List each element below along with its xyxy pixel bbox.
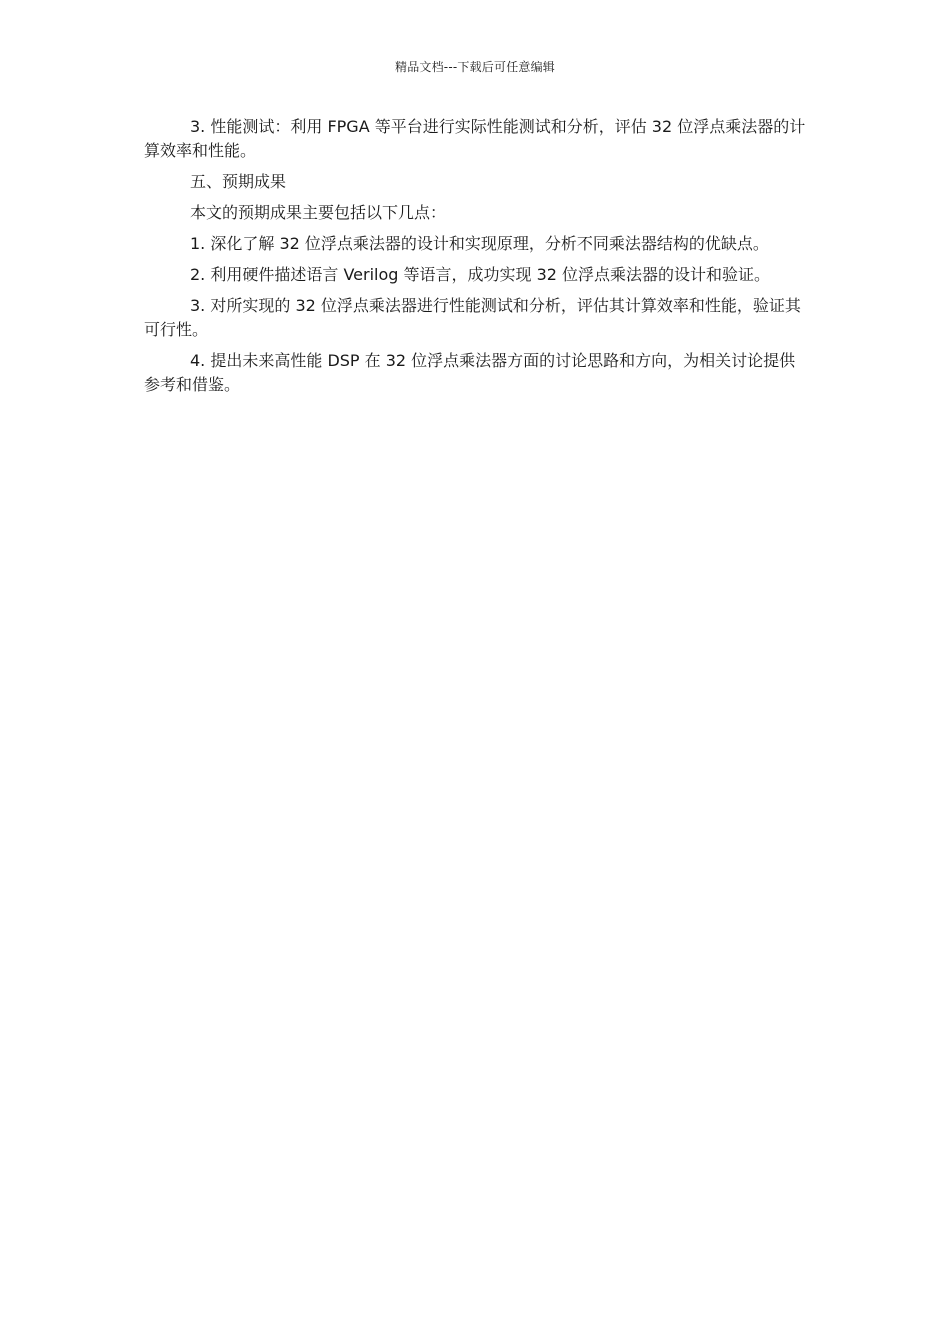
page-header: 精品文档---下载后可任意编辑 (395, 60, 555, 74)
list-item-3: 3. 对所实现的 32 位浮点乘法器进行性能测试和分析，评估其计算效率和性能，验证其可行性。 (144, 296, 801, 339)
section-heading-expected-results: 五、预期成果 (190, 172, 287, 191)
document-body (144, 115, 808, 404)
paragraph-performance-test: 3. 性能测试：利用 FPGA 等平台进行实际性能测试和分析，评估 32 位浮点乘法器的计算效率和性能。 (144, 117, 806, 160)
paragraph-intro: 本文的预期成果主要包括以下几点： (190, 203, 447, 222)
list-item-4: 4. 提出未来高性能 DSP 在 32 位浮点乘法器方面的讨论思路和方向，为相关讨论提供参考和借鉴。 (144, 351, 796, 394)
list-item-2: 2. 利用硬件描述语言 Verilog 等语言，成功实现 32 位浮点乘法器的设计和验证。 (190, 265, 771, 284)
list-item-1: 1. 深化了解 32 位浮点乘法器的设计和实现原理，分析不同乘法器结构的优缺点。 (190, 234, 769, 253)
